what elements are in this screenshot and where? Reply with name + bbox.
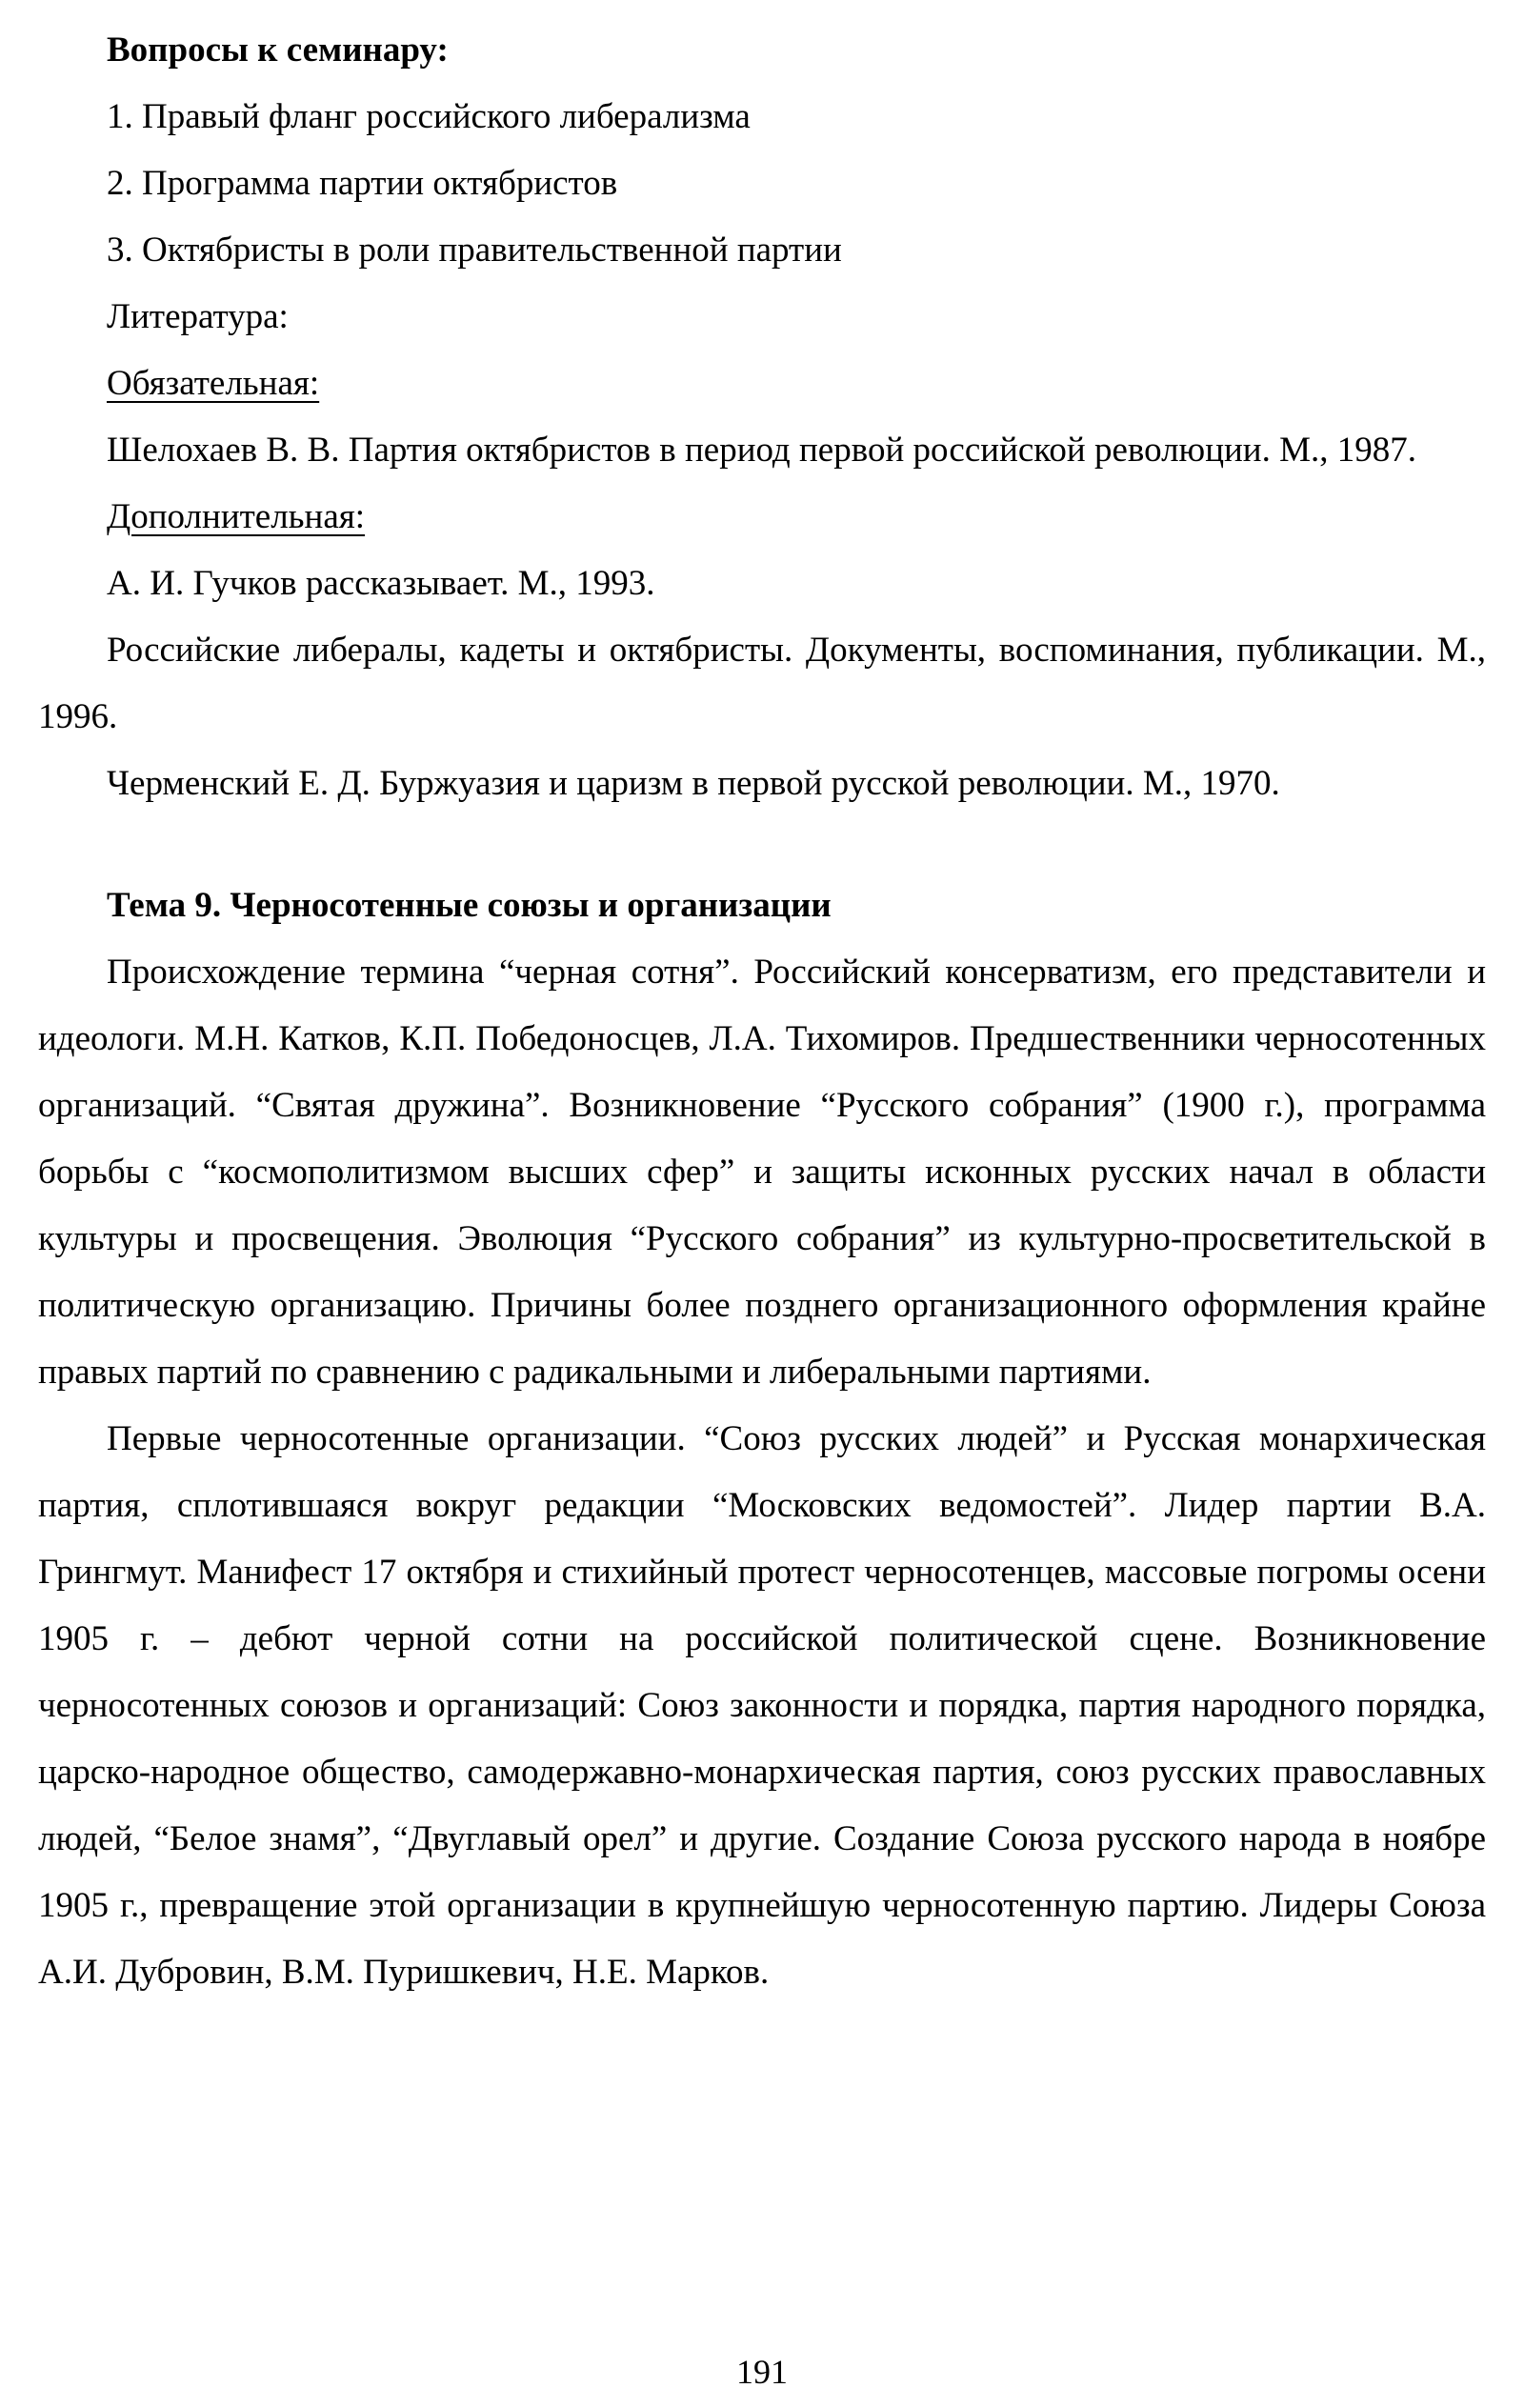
topic-paragraph: Первые черносотенные организации. “Союз русских людей” и Русская монархическая партия, сплотившаяся вокруг редакции “Московских ведомостей”. Лидер партии В.А. Грингмут. Манифест 17 октября и стихийный протест черносотенцев, массовые погромы осени 1905 г. – дебют черной сотни на российской политической сцене. Возникновение черносотенных союзов и организаций: Союз законности и порядка, партия народного порядка, царско-народное общество, самодержавно-монархическая партия, союз русских православных людей, “Белое знамя”, “Двуглавый орел” и другие. Создание Союза русского народа в ноябре 1905 г., превращение этой организации в крупнейшую черносотенную партию. Лидеры Союза А.И. Дубровин, В.М. Пуришкевич, Н.Е. Марков. bbox=[38, 1419, 1486, 1992]
topic-title: Тема 9. Черносотенные союзы и организации bbox=[107, 886, 832, 925]
bibliography-entry: Российские либералы, кадеты и октябристы. Документы, воспоминания, публикации. М., 1996. bbox=[38, 631, 1486, 736]
bibliography-entry: Черменский Е. Д. Буржуазия и царизм в первой русской революции. М., 1970. bbox=[107, 764, 1280, 803]
literature-label: Литература: bbox=[107, 297, 289, 336]
section-spacer bbox=[38, 817, 1486, 873]
seminar-question: 3. Октябристы в роли правительственной партии bbox=[107, 231, 842, 270]
required-literature-label-text: Обязательная: bbox=[107, 364, 320, 403]
topic-paragraph: Происхождение термина “черная сотня”. Российский консерватизм, его представители и идеологи. М.Н. Катков, К.П. Победоносцев, Л.А. Тихомиров. Предшественники черносотенных организаций. “Святая дружина”. Возникновение “Русского собрания” (1900 г.), программа борьбы с “космополитизмом высших сфер” и защиты исконных русских начал в области культуры и просвещения. Эволюция “Русского собрания” из культурно-просветительской в политическую организацию. Причины более позднего организационного оформления крайне правых партий по сравнению с радикальными и либеральными партиями. bbox=[38, 953, 1486, 1392]
document-page bbox=[38, 17, 1486, 2006]
seminar-heading: Вопросы к семинару: bbox=[107, 30, 449, 70]
required-literature-label bbox=[38, 351, 1486, 417]
seminar-question: 1. Правый фланг российского либерализма bbox=[107, 97, 751, 136]
additional-literature-label bbox=[38, 484, 1486, 551]
additional-literature-label-text: Дополнительная: bbox=[107, 497, 366, 536]
bibliography-entry: Шелохаев В. В. Партия октябристов в период первой российской революции. М., 1987. bbox=[107, 431, 1416, 470]
seminar-question: 2. Программа партии октябристов bbox=[107, 164, 618, 203]
bibliography-entry: А. И. Гучков рассказывает. М., 1993. bbox=[107, 564, 655, 603]
page-number: 191 bbox=[736, 2353, 788, 2391]
seminar-questions-list bbox=[38, 84, 1486, 284]
